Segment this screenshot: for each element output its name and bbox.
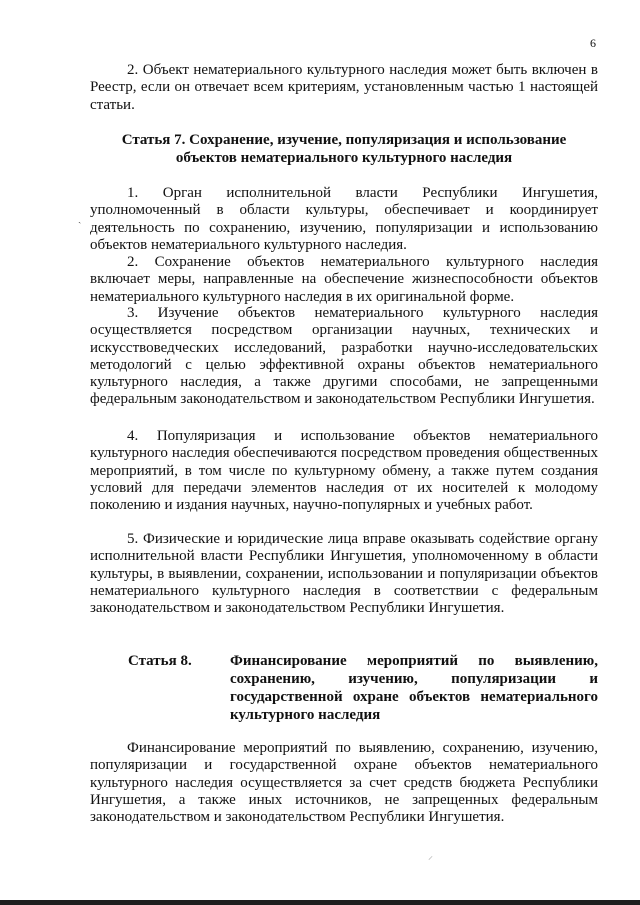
page-number: 6 (590, 36, 596, 50)
article7-paragraph-3: 3. Изучение объектов нематериального культурного наследия осуществляется посредством организации научных, технических и искусствоведческих исследований, разработки научно-исследовательских методологий с целью эффективной охраны объектов нематериального культурного наследия, а также другими способами, не запрещенными федеральным законодательством и законодательством Республики Ингушетия. (90, 305, 598, 408)
article7-paragraph-2: 2. Сохранение объектов нематериального культурного наследия включает меры, направленные на обеспечение жизнеспособности объектов нематериального культурного наследия в их оригинальной форме. (90, 254, 598, 305)
article7-paragraph-5: 5. Физические и юридические лица вправе оказывать содействие органу исполнительной власти Республики Ингушетия, уполномоченному в области культуры, в выявлении, сохранении, использовании и популяризации объектов нематериального культурного наследия в соответствии с федеральным законодательством и законодательством Республики Ингушетия. (90, 531, 598, 617)
scan-mark: ⸝ (428, 851, 433, 862)
article7-paragraph-1: 1. Орган исполнительной власти Республики Ингушетия, уполномоченный в области культуры, обеспечивает и координирует деятельность по сохранению, изучению, популяризации и использованию объектов нематериального культурного наследия. (90, 185, 598, 253)
article8-number: Статья 8. (128, 653, 192, 669)
scan-edge (0, 900, 640, 905)
article8-title: Финансирование мероприятий по выявлению, сохранению, изучению, популяризации и государственной охране объектов нематериального культурного наследия (230, 653, 598, 723)
article7-paragraph-4: 4. Популяризация и использование объектов нематериального культурного наследия обеспечиваются посредством проведения общественных мероприятий, в том числе по культурному обмену, а также путем создания условий для передачи элементов наследия от их носителей к молодому поколению и издания научных, научно-популярных и учебных работ. (90, 428, 598, 514)
article7-heading: Статья 7. Сохранение, изучение, популяризация и использование объектов нематериального культурного наследия (121, 132, 567, 166)
article8-paragraph-1: Финансирование мероприятий по выявлению, сохранению, изучению, популяризации и государственной охране объектов нематериального культурного наследия осуществляется за счет средств бюджета Республики Ингушетия, а также иных источников, не запрещенных федеральным законодательством и законодательством Республики Ингушетия. (90, 740, 598, 826)
paragraph-article6-part2: 2. Объект нематериального культурного наследия может быть включен в Реестр, если он отвечает всем критериям, установленным частью 1 настоящей статьи. (90, 62, 598, 113)
scan-mark: ˎ (78, 213, 82, 224)
